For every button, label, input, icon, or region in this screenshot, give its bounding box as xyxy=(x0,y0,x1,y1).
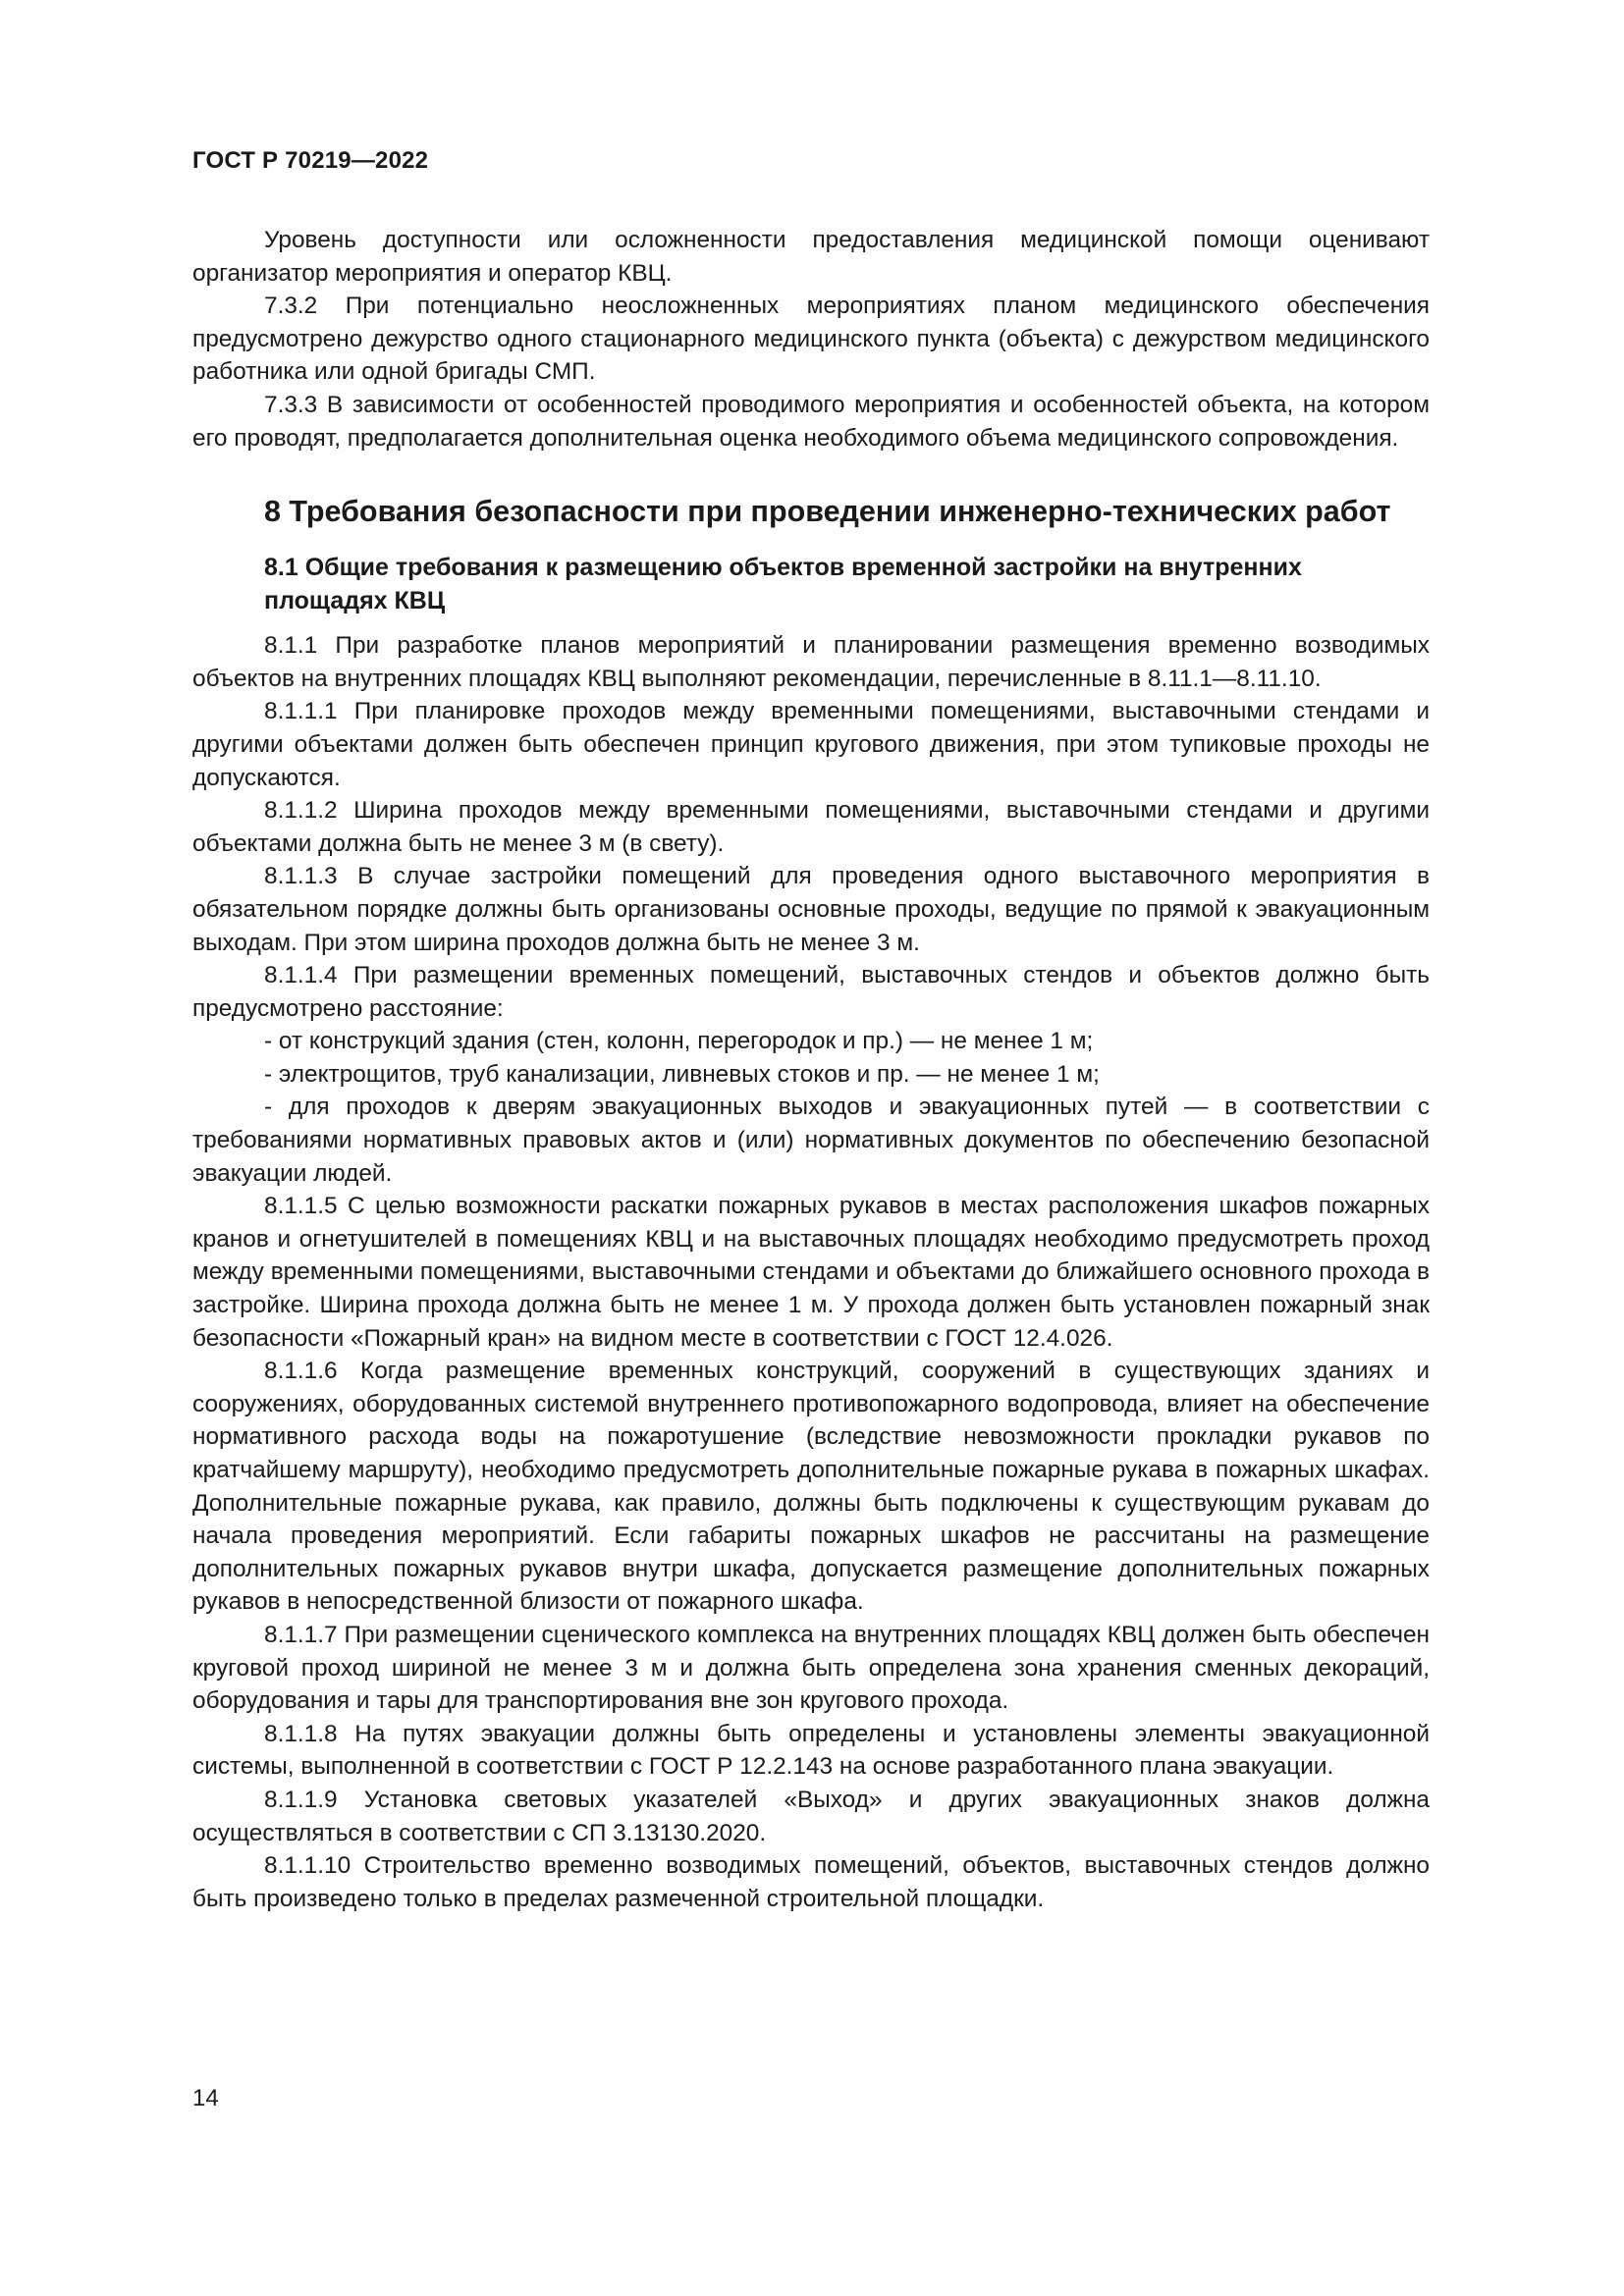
paragraph-7-3-2: 7.3.2 При потенциально неосложненных мероприятиях планом медицинского обеспечения предусмотрено дежурство одного стационарного медицинского пункта (объекта) с дежурством медицинского работника или одной бригады СМП. xyxy=(192,293,1430,386)
section-8-heading: 8 Требования безопасности при проведении инженерно-технических работ xyxy=(264,495,1391,529)
paragraph-8-1-1: 8.1.1 При разработке планов мероприятий и планировании размещения временно возводимых объектов на внутренних площадях КВЦ выполняют рекомендации, перечисленные в 8.11.1—8.11.10. xyxy=(192,632,1430,692)
list-item: - электрощитов, труб канализации, ливневых стоков и пр. — не менее 1 м; xyxy=(264,1060,1100,1088)
paragraph-8-1-1-9: 8.1.1.9 Установка световых указателей «Выход» и других эвакуационных знаков должна осуществляться в соответствии с СП 3.13130.2020. xyxy=(192,1786,1430,1846)
paragraph-8-1-1-4: 8.1.1.4 При размещении временных помещений, выставочных стендов и объектов должно быть предусмотрено расстояние: xyxy=(192,962,1430,1022)
paragraph-8-1-1-1: 8.1.1.1 При планировке проходов между временными помещениями, выставочными стендами и другими объектами должен быть обеспечен принцип кругового движения, при этом тупиковые проходы не допускаются. xyxy=(192,698,1430,791)
paragraph-8-1-1-2: 8.1.1.2 Ширина проходов между временными помещениями, выставочными стендами и другими объектами должна быть не менее 3 м (в свету). xyxy=(192,797,1430,857)
document-body xyxy=(192,224,1430,1915)
page-number: 14 xyxy=(192,2085,219,2111)
paragraph-8-1-1-8: 8.1.1.8 На путях эвакуации должны быть определены и установлены элементы эвакуационной системы, выполненной в соответствии с ГОСТ Р 12.2.143 на основе разработанного плана эвакуации. xyxy=(192,1720,1430,1781)
paragraph-8-1-1-6: 8.1.1.6 Когда размещение временных конструкций, сооружений в существующих зданиях и сооружениях, оборудованных системой внутреннего противопожарного водопровода, влияет на обеспечение нормативного расхода воды на пожаротушение (вследствие невозможности прокладки рукавов по кратчайшему маршруту), необходимо предусмотреть дополнительные пожарные рукава в пожарных шкафах. Дополнительные пожарные рукава, как правило, должны быть подключены к существующим рукавам до начала проведения мероприятий. Если габариты пожарных шкафов не рассчитаны на размещение дополнительных пожарных рукавов внутри шкафа, допускается размещение дополнительных пожарных рукавов в непосредственной близости от пожарного шкафа. xyxy=(192,1358,1430,1616)
paragraph-8-1-1-7: 8.1.1.7 При размещении сценического комплекса на внутренних площадях КВЦ должен быть обеспечен круговой проход шириной не менее 3 м и должна быть определена зона хранения сменных декораций, оборудования и тары для транспортирования вне зон кругового прохода. xyxy=(192,1621,1430,1715)
paragraph-intro-1: Уровень доступности или осложненности предоставления медицинской помощи оценивают организатор мероприятия и оператор КВЦ. xyxy=(192,227,1430,287)
document-code: ГОСТ Р 70219—2022 xyxy=(192,147,429,174)
paragraph-8-1-1-3: 8.1.1.3 В случае застройки помещений для проведения одного выставочного мероприятия в обязательном порядке должны быть организованы основные проходы, ведущие по прямой к эвакуационным выходам. При этом ширина проходов должна быть не менее 3 м. xyxy=(192,863,1430,956)
subsection-8-1-heading: 8.1 Общие требования к размещению объектов временной застройки на внутренних площадях КВЦ xyxy=(264,554,1302,615)
list-item: - от конструкций здания (стен, колонн, перегородок и пр.) — не менее 1 м; xyxy=(264,1028,1094,1055)
paragraph-7-3-3: 7.3.3 В зависимости от особенностей проводимого мероприятия и особенностей объекта, на котором его проводят, предполагается дополнительная оценка необходимого объема медицинского сопровождения. xyxy=(192,391,1430,452)
paragraph-8-1-1-10: 8.1.1.10 Строительство временно возводимых помещений, объектов, выставочных стендов должно быть произведено только в пределах размеченной строительной площадки. xyxy=(192,1852,1430,1912)
list-item: - для проходов к дверям эвакуационных выходов и эвакуационных путей — в соответствии с требованиями нормативных правовых актов и (или) нормативных документов по обеспечению безопасной эвакуации людей. xyxy=(192,1094,1430,1187)
paragraph-8-1-1-5: 8.1.1.5 С целью возможности раскатки пожарных рукавов в местах расположения шкафов пожарных кранов и огнетушителей в помещениях КВЦ и на выставочных площадях необходимо предусмотреть проход между временными помещениями, выставочными стендами и объектами до ближайшего основного прохода в застройке. Ширина прохода должна быть не менее 1 м. У прохода должен быть установлен пожарный знак безопасности «Пожарный кран» на видном месте в соответствии с ГОСТ 12.4.026. xyxy=(192,1193,1430,1352)
